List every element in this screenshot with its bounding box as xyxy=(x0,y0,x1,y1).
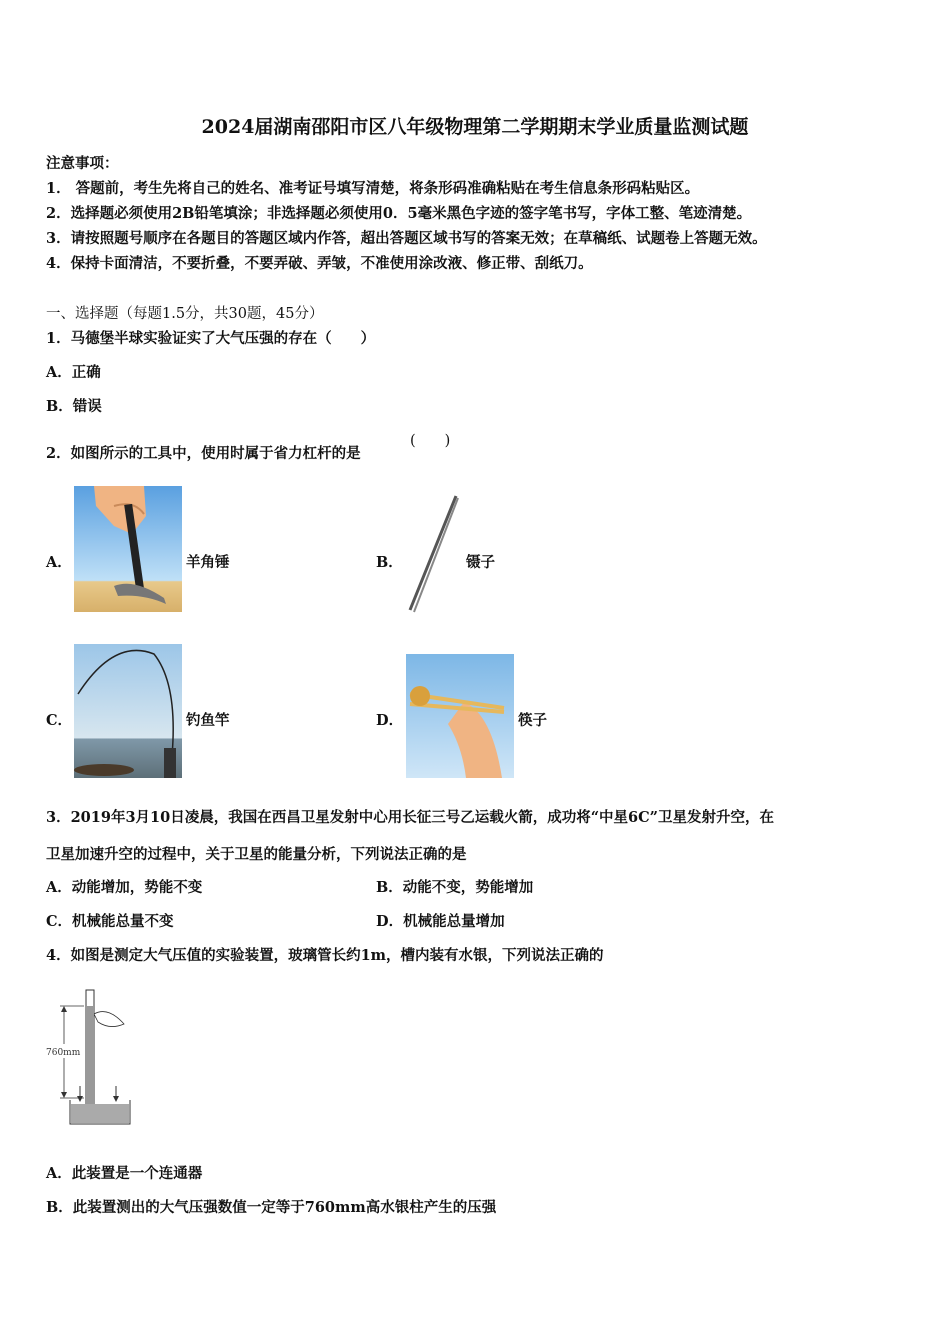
question-4-option-b: B．此装置测出的大气压强数值一定等于760mm高水银柱产生的压强 xyxy=(46,1199,497,1216)
question-3-option-c: C．机械能总量不变 xyxy=(46,913,174,930)
hammer-image xyxy=(74,486,182,612)
tweezers-image xyxy=(404,492,462,614)
question-3-option-b: B．动能不变，势能增加 xyxy=(376,879,534,896)
option-d-label: D． xyxy=(376,712,404,729)
page-title: 2024届湖南邵阳市区八年级物理第二学期期末学业质量监测试题 xyxy=(201,116,749,138)
fishing-rod-image xyxy=(74,644,182,778)
notice-item: 3．请按照题号顺序在各题目的答题区域内作答，超出答题区域书写的答案无效；在草稿纸、试题卷上答题无效。 xyxy=(46,230,767,247)
notice-heading: 注意事项： xyxy=(46,155,119,172)
question-1-option-a: A．正确 xyxy=(46,364,101,381)
option-a-text: 羊角锤 xyxy=(186,554,230,571)
notice-item: 1． 答题前，考生先将自己的姓名、准考证号填写清楚，将条形码准确粘贴在考生信息条形码粘贴区。 xyxy=(46,180,700,197)
option-a-label: A． xyxy=(46,554,72,571)
question-3-stem-line2: 卫星加速升空的过程中，关于卫星的能量分析，下列说法正确的是 xyxy=(46,846,467,863)
notice-item: 2．选择题必须使用2B铅笔填涂；非选择题必须使用0．5毫米黑色字迹的签字笔书写，字体工整、笔迹清楚。 xyxy=(46,205,752,222)
question-2-stem: 2．如图所示的工具中，使用时属于省力杠杆的是 xyxy=(46,445,361,462)
notice-item: 4．保持卡面清洁，不要折叠，不要弄破、弄皱，不准使用涂改液、修正带、刮纸刀。 xyxy=(46,255,593,272)
option-b-label: B． xyxy=(376,554,403,571)
question-3-option-d: D．机械能总量增加 xyxy=(376,913,505,930)
barometer-figure xyxy=(44,986,140,1130)
question-3-stem-line1: 3．2019年3月10日凌晨，我国在西昌卫星发射中心用长征三号乙运载火箭，成功将“中星6C”卫星发射升空，在 xyxy=(46,809,775,826)
question-2-paren: ( ) xyxy=(410,433,451,449)
section-heading: 一、选择题（每题1.5分，共30题，45分） xyxy=(46,306,324,322)
option-c-label: C． xyxy=(46,712,73,729)
option-d-text: 筷子 xyxy=(518,712,547,729)
question-1-option-b: B．错误 xyxy=(46,398,102,415)
option-c-text: 钓鱼竿 xyxy=(186,712,230,729)
question-4-option-a: A．此装置是一个连通器 xyxy=(46,1165,203,1182)
question-4-stem: 4．如图是测定大气压值的实验装置，玻璃管长约1m，槽内装有水银，下列说法正确的 xyxy=(46,947,604,964)
barometer-height-label: 760mm xyxy=(46,1048,81,1058)
question-1-stem: 1．马德堡半球实验证实了大气压强的存在（ ） xyxy=(46,330,376,347)
question-3-option-a: A．动能增加，势能不变 xyxy=(46,879,203,896)
option-b-text: 镊子 xyxy=(466,554,495,571)
chopsticks-image xyxy=(406,654,514,778)
